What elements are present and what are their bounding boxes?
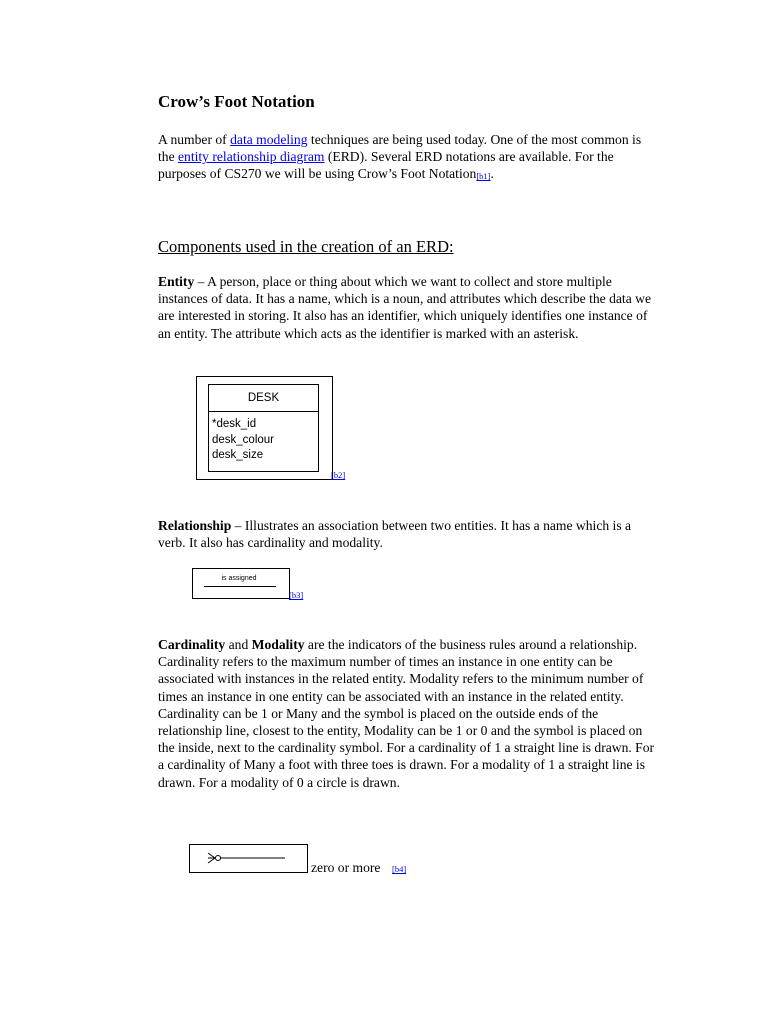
relationship-paragraph (158, 517, 658, 551)
entity-paragraph (158, 273, 658, 342)
relationship-diagram-frame (192, 568, 290, 599)
and-text: and (225, 637, 252, 652)
intro-text-2: techniques are being used today. One of the most common is the (158, 132, 642, 165)
footnote-b1-link[interactable]: [b1] (476, 171, 491, 182)
modality-term: Modality (251, 637, 305, 652)
cardinality-text-1: are the indicators of the business rules around a relationship. Cardinality refers to the maximum number of times an instance in one entity can be associated with instances in the related entity. Modality refers to the minimum number of times an instance in one entity can be associated with an instance in the related entity. (158, 637, 644, 704)
footnote-b3-link[interactable]: [b3] (289, 590, 304, 600)
entity-text: – A person, place or thing about which we want to collect and store multiple instances of data. It has a name, which is a noun, and attributes which describe the data we are interested in storing. It also has an identifier, which uniquely identifies one instance of an entity. The attribute which acts as the identifier is marked with an asterisk. (158, 274, 651, 341)
footnote-b4-link[interactable]: [b4] (392, 864, 407, 874)
zero-or-more-symbol-icon (205, 851, 287, 865)
relationship-line (204, 586, 276, 587)
cardinality-paragraph (158, 636, 658, 791)
entity-attribute: *desk_id (212, 418, 257, 430)
erd-link[interactable]: entity relationship diagram (178, 149, 325, 165)
cardinality-text-2: Cardinality can be 1 or Many and the symbol is placed on the outside ends of the relationship line, closest to the entity, Modality can be 1 or 0 and the symbol is placed on the inside, next to the cardinality symbol. For a cardinality of 1 a straight line is drawn. For a cardinality of Many a foot with three toes is drawn. For a modality of 1 a straight line is drawn. For a modality of 0 a circle is drawn. (158, 705, 655, 790)
entity-attributes-box (208, 411, 319, 472)
entity-term: Entity (158, 274, 195, 289)
page-title: Crow’s Foot Notation (158, 92, 315, 111)
entity-attribute: desk_size (212, 449, 264, 461)
data-modeling-link[interactable]: data modeling (230, 132, 308, 147)
intro-text-4: . (490, 166, 494, 182)
footnote-b2-link[interactable]: [b2] (331, 470, 346, 480)
relationship-term: Relationship (158, 518, 232, 533)
entity-attribute: desk_colour (212, 433, 275, 446)
section-heading: Components used in the creation of an ERD: (158, 237, 454, 256)
cardinality-term: Cardinality (158, 637, 226, 652)
zero-or-more-label: zero or more (311, 860, 381, 875)
relationship-label: is assigned (221, 575, 257, 582)
intro-paragraph (158, 131, 658, 186)
intro-text-3: (ERD). Several ERD notations are available. For the purposes of CS270 we will be using Crow’s Foot Notation (158, 149, 614, 182)
relationship-text: – Illustrates an association between two entities. It has a name which is a verb. It also has cardinality and modality. (158, 518, 632, 551)
intro-text-1: A number of (158, 132, 231, 147)
entity-name-box: DESK (208, 384, 319, 412)
